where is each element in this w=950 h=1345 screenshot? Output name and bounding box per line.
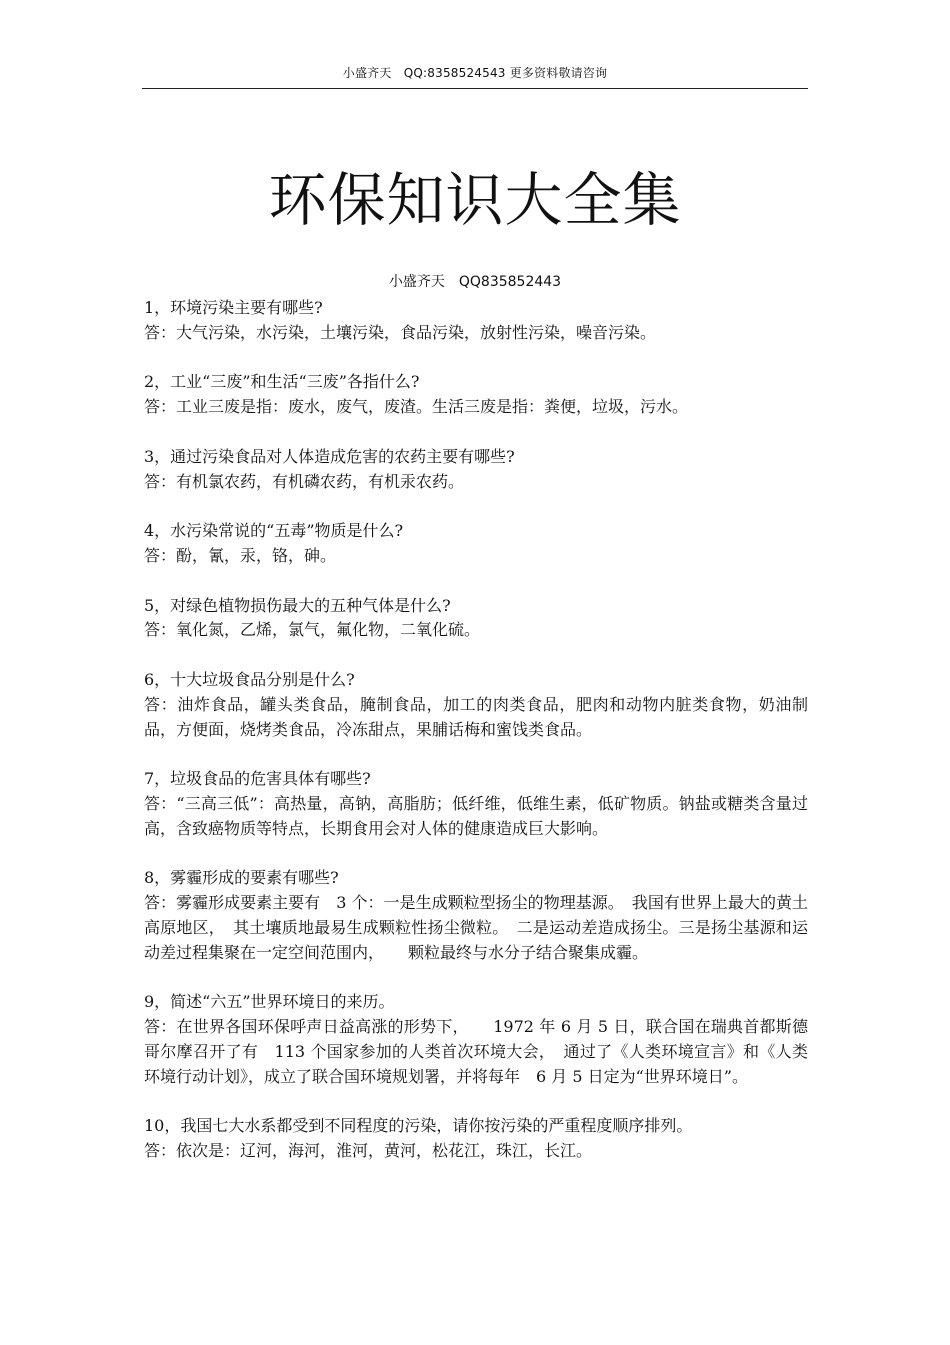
qa-item-4 [144,519,808,569]
question-5: 5，对绿色植物损伤最大的五种气体是什么? [144,595,451,615]
qa-item-10 [144,1114,808,1164]
qa-item-7 [144,767,808,841]
answer-8: 答：雾霾形成要素主要有 3 个：一是生成颗粒型扬尘的物理基源。 我国有世界上最大的黄土高原地区， 其土壤质地最易生成颗粒性扬尘微粒。 二是运动差造成扬尘。三是扬尘基源和运动差过程集聚在一定空间范围内， 颗粒最终与水分子结合聚集成霾。 [144,893,808,962]
answer-4: 答：酚，氰，汞，铬，砷。 [144,545,337,565]
answer-2: 答：工业三废是指：废水，废气，废渣。生活三废是指：粪便，垃圾，污水。 [144,397,689,417]
qa-item-6 [144,668,808,742]
qa-item-2 [144,370,808,420]
answer-1: 答：大气污染，水污染，土壤污染，食品污染，放射性污染，噪音污染。 [144,322,657,342]
qa-list [144,296,808,1189]
question-10: 10，我国七大水系都受到不同程度的污染，请你按污染的严重程度顺序排列。 [144,1116,693,1136]
question-2: 2，工业“三废”和生活“三废”各指什么? [144,372,420,392]
question-1: 1，环境污染主要有哪些? [144,298,323,317]
answer-6: 答：油炸食品，罐头类食品，腌制食品，加工的肉类食品，肥肉和动物内脏类食物，奶油制品，方便面，烧烤类食品，冷冻甜点，果脯话梅和蜜饯类食品。 [144,694,808,739]
question-7: 7，垃圾食品的危害具体有哪些? [144,769,371,789]
document-subtitle: 小盛齐天 QQ835852443 [388,274,562,290]
qa-item-3 [144,445,808,495]
qa-item-9 [144,990,808,1089]
question-3: 3，通过污染食品对人体造成危害的农药主要有哪些? [144,446,515,466]
answer-9: 答：在世界各国环保呼声日益高涨的形势下， 1972 年 6 月 5 日，联合国在瑞典首都斯德哥尔摩召开了有 113 个国家参加的人类首次环境大会， 通过了《人类环境宣言》和《人类环境行动计划》，成立了联合国环境规划署，并将每年 6 月 5 日定为“世界环境日”。 [144,1017,808,1086]
question-6: 6，十大垃圾食品分别是什么? [144,669,355,689]
question-8: 8，雾霾形成的要素有哪些? [144,868,339,888]
answer-5: 答：氧化氮，乙烯，氯气，氟化物，二氧化硫。 [144,620,481,640]
page-header: 小盛齐天 QQ:8358524543 更多资料敬请咨询 [342,66,608,80]
qa-item-8 [144,866,808,965]
question-4: 4，水污染常说的“五毒”物质是什么? [144,521,404,541]
qa-item-5 [144,594,808,644]
answer-3: 答：有机氯农药，有机磷农药，有机汞农药。 [144,471,465,491]
question-9: 9，简述“六五”世界环境日的来历。 [144,992,395,1012]
document-title: 环保知识大全集 [268,166,682,234]
qa-item-1 [144,296,808,346]
answer-7: 答：“三高三低”：高热量，高钠，高脂肪；低纤维，低维生素，低矿物质。钠盐或糖类含量过高，含致癌物质等特点，长期食用会对人体的健康造成巨大影响。 [144,793,808,838]
answer-10: 答：依次是：辽河，海河，淮河，黄河，松花江，珠江，长江。 [144,1141,593,1161]
header-divider [142,88,808,89]
